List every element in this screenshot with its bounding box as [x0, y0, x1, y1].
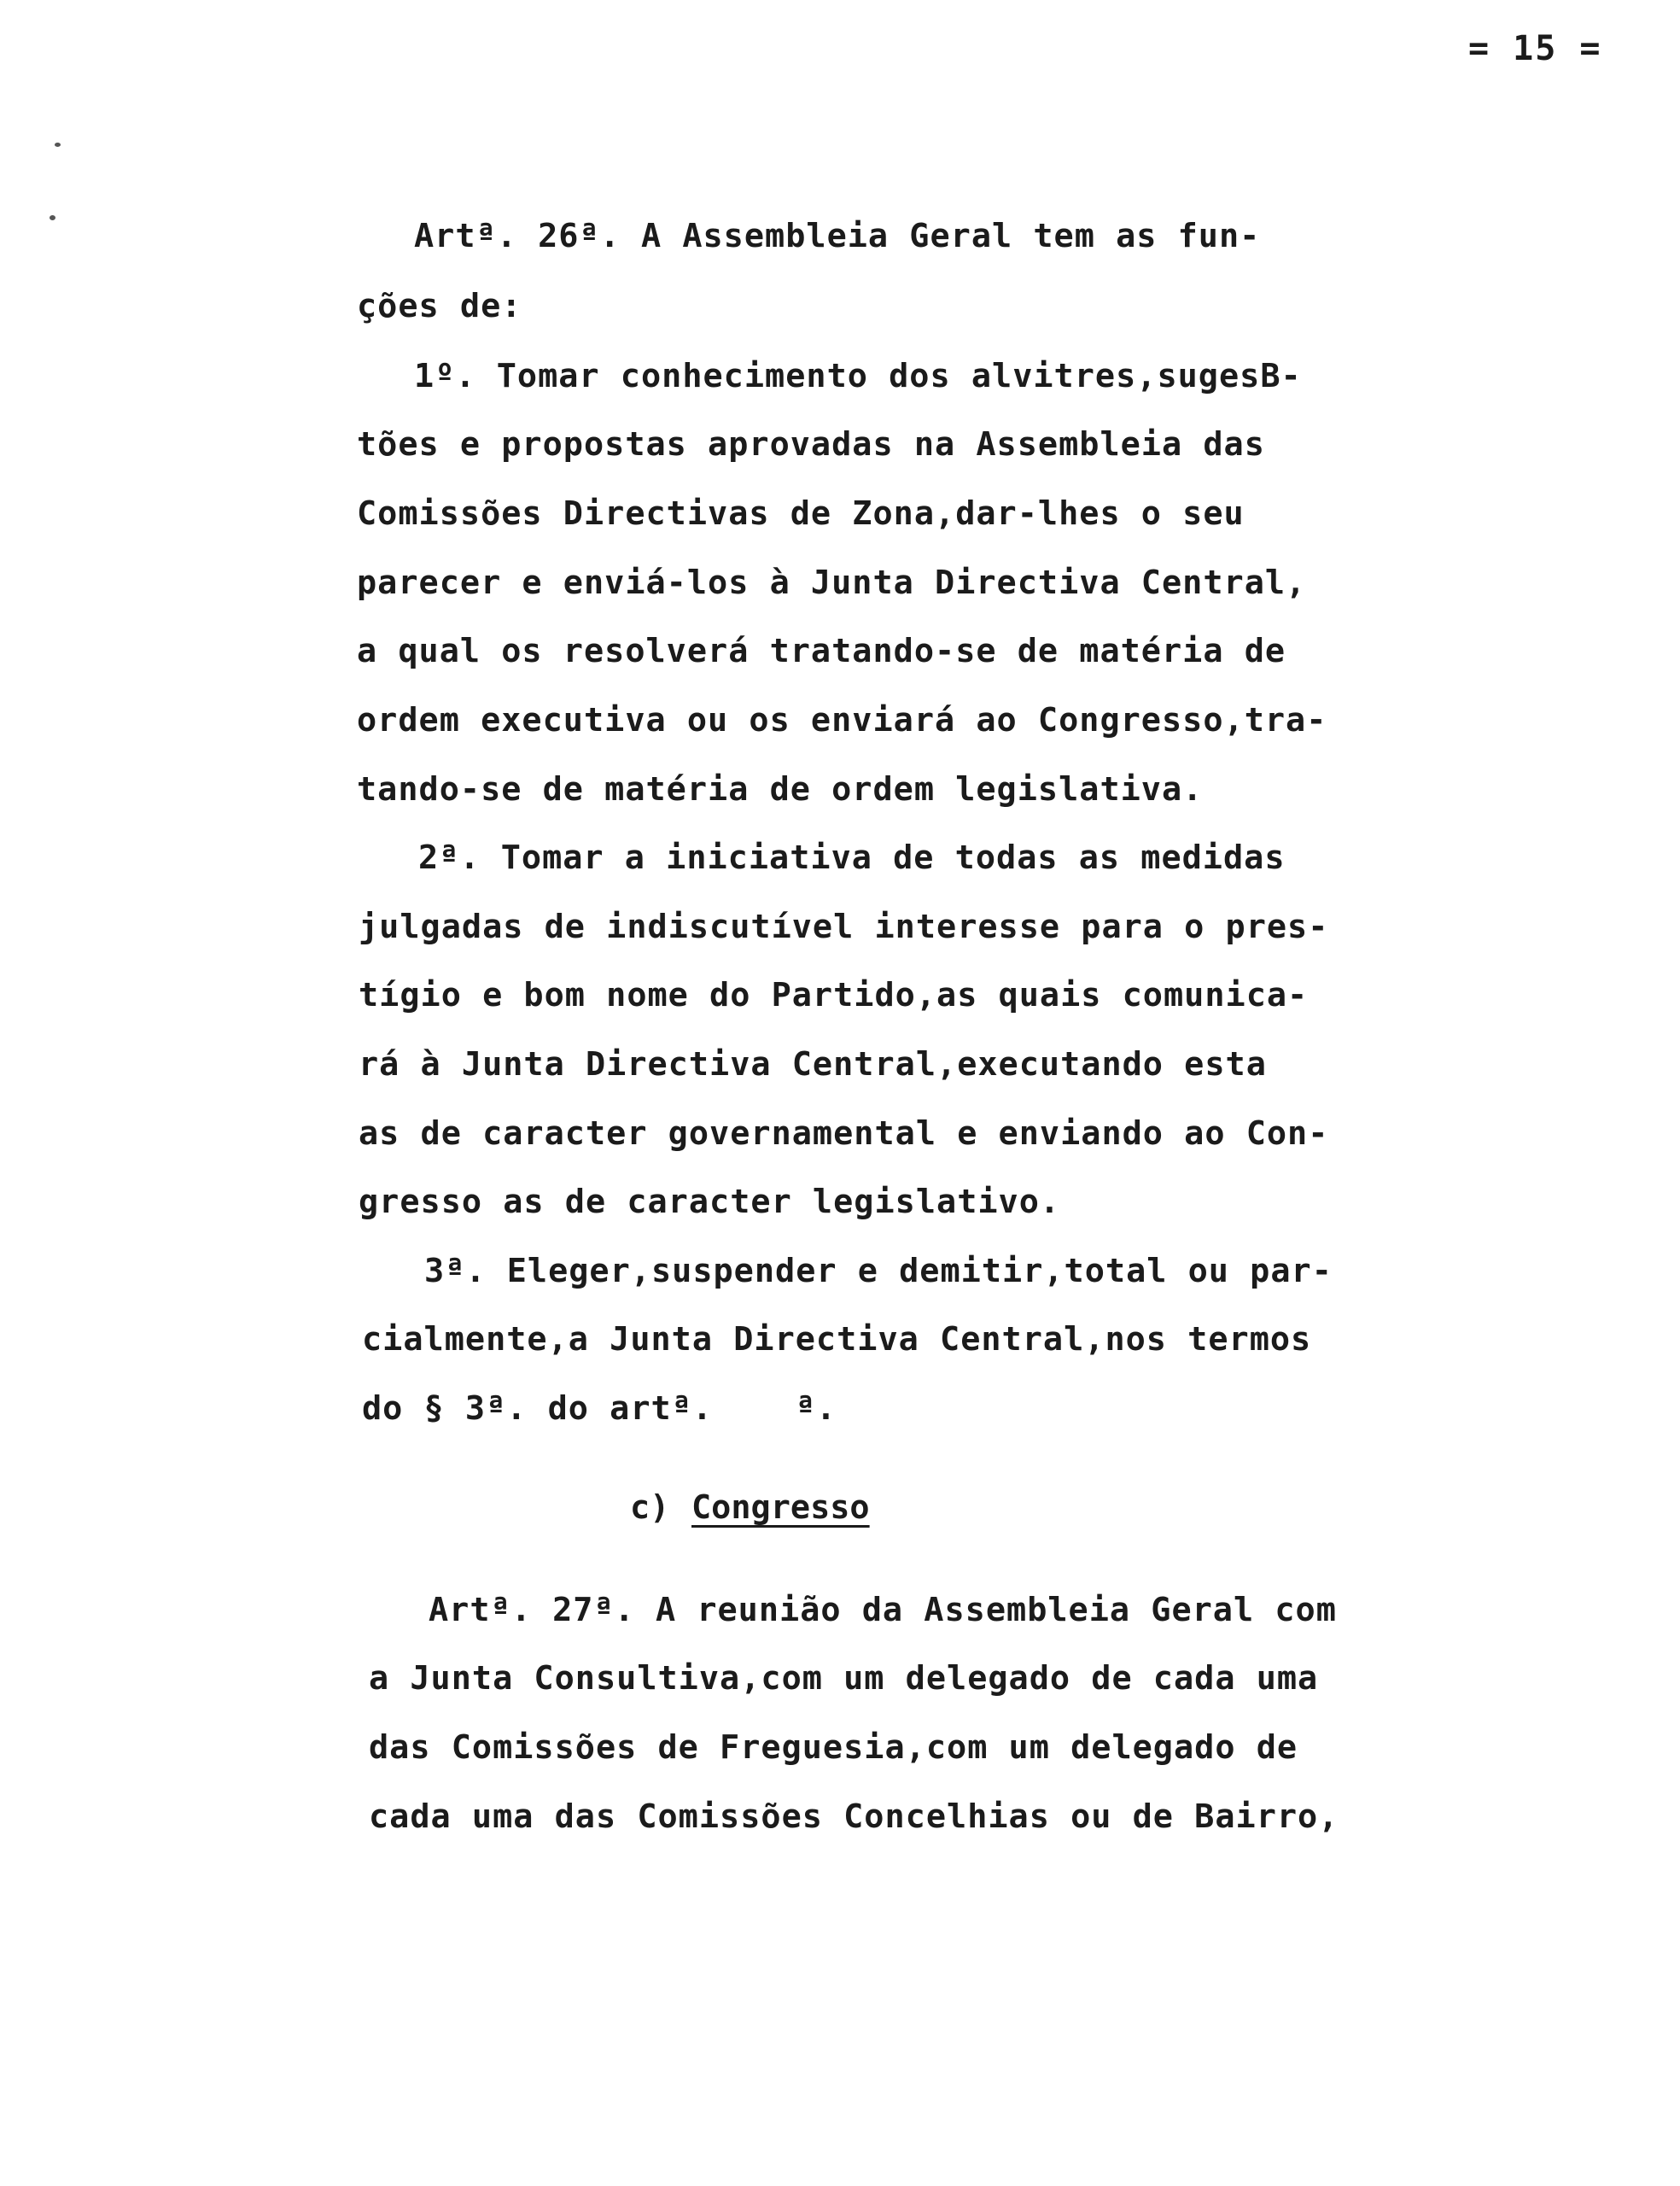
scan-speck: [55, 143, 61, 147]
text-line: tígio e bom nome do Partido,as quais comunica-: [359, 976, 1309, 1014]
text-line: do § 3ª. do artª. ª.: [362, 1389, 837, 1428]
text-line: 3ª. Eleger,suspender e demitir,total ou par-: [424, 1252, 1333, 1290]
text-line: ções de:: [357, 287, 522, 325]
text-line: a Junta Consultiva,com um delegado de cada uma: [369, 1659, 1319, 1698]
text-line: Artª. 27ª. A reunião da Assembleia Geral com: [429, 1591, 1337, 1629]
section-title: Congresso: [691, 1488, 870, 1527]
section-letter: c): [630, 1488, 670, 1527]
text-line: gresso as de caracter legislativo.: [359, 1183, 1061, 1221]
text-line: julgadas de indiscutível interesse para o pres-: [359, 908, 1329, 946]
text-line: Artª. 26ª. A Assembleia Geral tem as fun-: [414, 217, 1261, 255]
text-line: das Comissões de Freguesia,com um delegado de: [369, 1728, 1298, 1767]
page-number: = 15 =: [1468, 29, 1602, 68]
text-line: tando-se de matéria de ordem legislativa.: [357, 770, 1204, 809]
text-line: tões e propostas aprovadas na Assembleia das: [357, 425, 1265, 464]
text-line: 1º. Tomar conhecimento dos alvitres,sugesB-: [414, 357, 1302, 395]
text-line: cada uma das Comissões Concelhias ou de Bairro,: [369, 1797, 1339, 1836]
scan-speck: [50, 215, 55, 220]
text-line: as de caracter governamental e enviando ao Con-: [359, 1114, 1329, 1153]
text-line: rá à Junta Directiva Central,executando esta: [359, 1045, 1267, 1084]
text-line: a qual os resolverá tratando-se de matéria de: [357, 632, 1286, 670]
text-line: parecer e enviá-los à Junta Directiva Central,: [357, 564, 1307, 602]
text-line: 2ª. Tomar a iniciativa de todas as medidas: [418, 839, 1286, 877]
text-line: ordem executiva ou os enviará ao Congresso,tra-: [357, 701, 1327, 739]
text-line: cialmente,a Junta Directiva Central,nos termos: [362, 1320, 1312, 1359]
text-line: Comissões Directivas de Zona,dar-lhes o seu: [357, 494, 1245, 533]
